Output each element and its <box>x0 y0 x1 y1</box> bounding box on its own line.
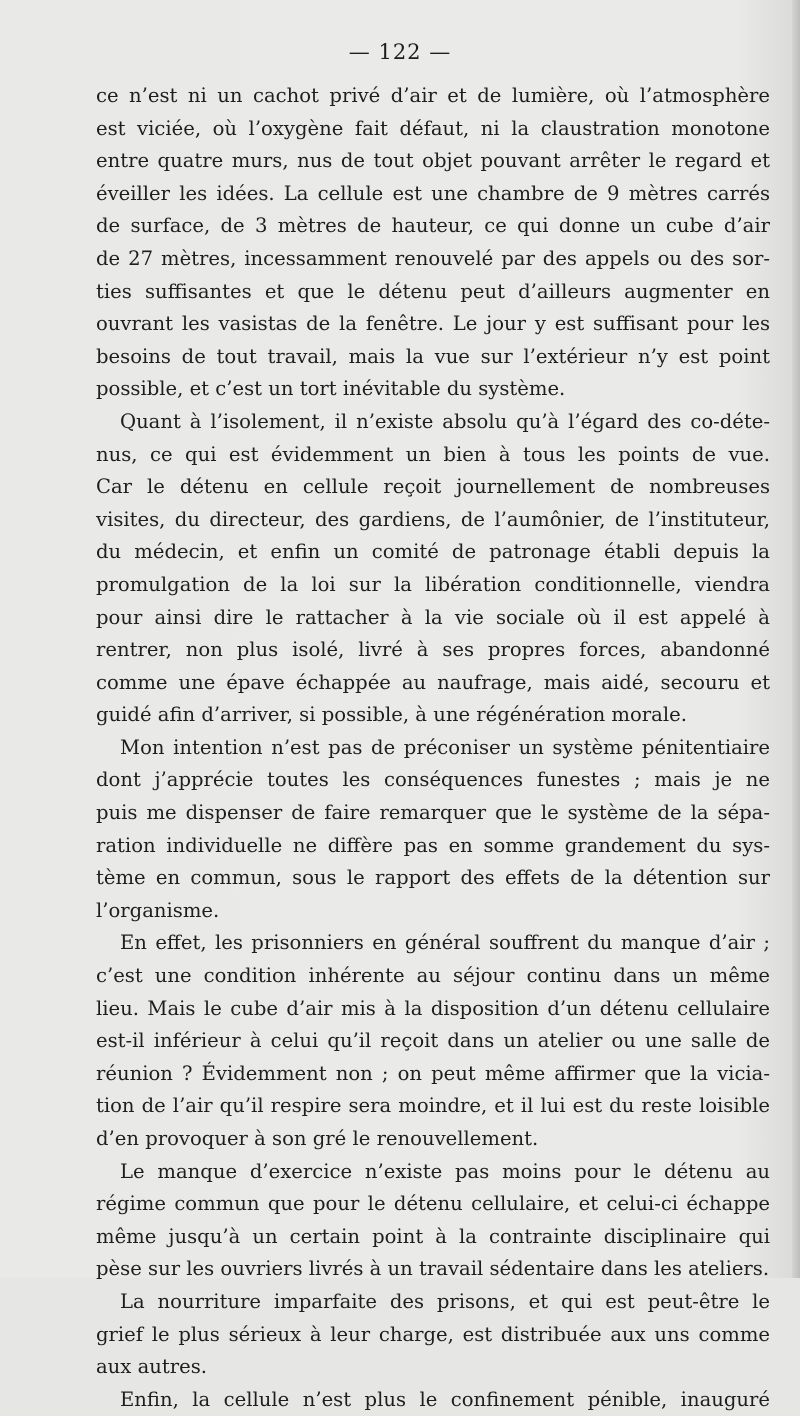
text-line: même jusqu’à un certain point à la contrainte disciplinaire qui <box>96 1224 770 1248</box>
text-line: Quant à l’isolement, il n’existe absolu qu’à l’égard des co-déte- <box>120 409 770 433</box>
text-line: aux autres. <box>96 1355 207 1379</box>
text-line: ouvrant les vasistas de la fenêtre. Le jour y est suffisant pour les <box>96 312 770 336</box>
text-line: pour ainsi dire le rattacher à la vie sociale où il est appelé à <box>96 605 770 629</box>
text-line: guidé afin d’arriver, si possible, à une régénération morale. <box>96 703 687 727</box>
text-line: d’en provoquer à son gré le renouvellement. <box>96 1127 539 1150</box>
text-line: besoins de tout travail, mais la vue sur l’extérieur n’y est point <box>96 344 770 368</box>
page-edge-shadow <box>792 0 800 1278</box>
text-line: tème en commun, sous le rapport des effets de la détention sur <box>96 866 770 890</box>
text-line: pèse sur les ouvriers livrés à un travail sédentaire dans les ateliers. <box>96 1257 770 1281</box>
text-line: réunion ? Évidemment non ; on peut même affirmer que la vicia- <box>96 1061 770 1085</box>
text-line: ration individuelle ne diffère pas en somme grandement du sys- <box>96 833 770 857</box>
body-text <box>96 80 770 1416</box>
text-line: Car le détenu en cellule reçoit journellement de nombreuses <box>96 475 770 499</box>
text-line: lieu. Mais le cube d’air mis à la disposition d’un détenu cellulaire <box>96 996 770 1020</box>
text-line: tion de l’air qu’il respire sera moindre, et il lui est du reste loisible <box>96 1094 770 1118</box>
text-line: grief le plus sérieux à leur charge, est distribuée aux uns comme <box>96 1322 770 1346</box>
text-line: entre quatre murs, nus de tout objet pouvant arrêter le regard et <box>96 149 770 173</box>
text-line: Enfin, la cellule n’est plus le confinement pénible, inauguré <box>120 1387 770 1411</box>
page-number: — 122 — <box>348 40 452 64</box>
text-line: est viciée, où l’oxygène fait défaut, ni la claustration monotone <box>96 116 770 140</box>
text-line: La nourriture imparfaite des prisons, et qui est peut-être le <box>120 1289 770 1313</box>
text-line: éveiller les idées. La cellule est une chambre de 9 mètres carrés <box>96 181 770 205</box>
text-line: de 27 mètres, incessamment renouvelé par des appels ou des sor- <box>96 246 770 270</box>
text-line: c’est une condition inhérente au séjour continu dans un même <box>96 964 770 988</box>
text-line: de surface, de 3 mètres de hauteur, ce qui donne un cube d’air <box>96 214 770 238</box>
text-line: En effet, les prisonniers en général souffrent du manque d’air ; <box>120 931 770 955</box>
text-line: ce n’est ni un cachot privé d’air et de lumière, où l’atmosphère <box>96 84 770 107</box>
text-line: du médecin, et enfin un comité de patronage établi depuis la <box>96 540 770 564</box>
text-line: promulgation de la loi sur la libération conditionnelle, viendra <box>96 572 770 596</box>
text-line: rentrer, non plus isolé, livré à ses propres forces, abandonné <box>96 638 770 662</box>
text-line: régime commun que pour le détenu cellulaire, et celui-ci échappe <box>96 1192 770 1216</box>
text-line: possible, et c’est un tort inévitable du système. <box>96 377 566 401</box>
text-line: Mon intention n’est pas de préconiser un système pénitentiaire <box>120 735 770 759</box>
text-line: visites, du directeur, des gardiens, de l’aumônier, de l’instituteur, <box>96 507 770 531</box>
text-line: ties suffisantes et que le détenu peut d’ailleurs augmenter en <box>96 279 770 303</box>
text-line: puis me dispenser de faire remarquer que le système de la sépa- <box>96 801 770 825</box>
text-line: est-il inférieur à celui qu’il reçoit dans un atelier ou une salle de <box>96 1029 770 1053</box>
text-line: Le manque d’exercice n’existe pas moins pour le détenu au <box>120 1159 770 1183</box>
text-line: l’organisme. <box>96 898 220 922</box>
text-line: comme une épave échappée au naufrage, mais aidé, secouru et <box>96 670 770 694</box>
text-line: dont j’apprécie toutes les conséquences funestes ; mais je ne <box>96 768 770 792</box>
text-line: nus, ce qui est évidemment un bien à tous les points de vue. <box>96 442 770 466</box>
